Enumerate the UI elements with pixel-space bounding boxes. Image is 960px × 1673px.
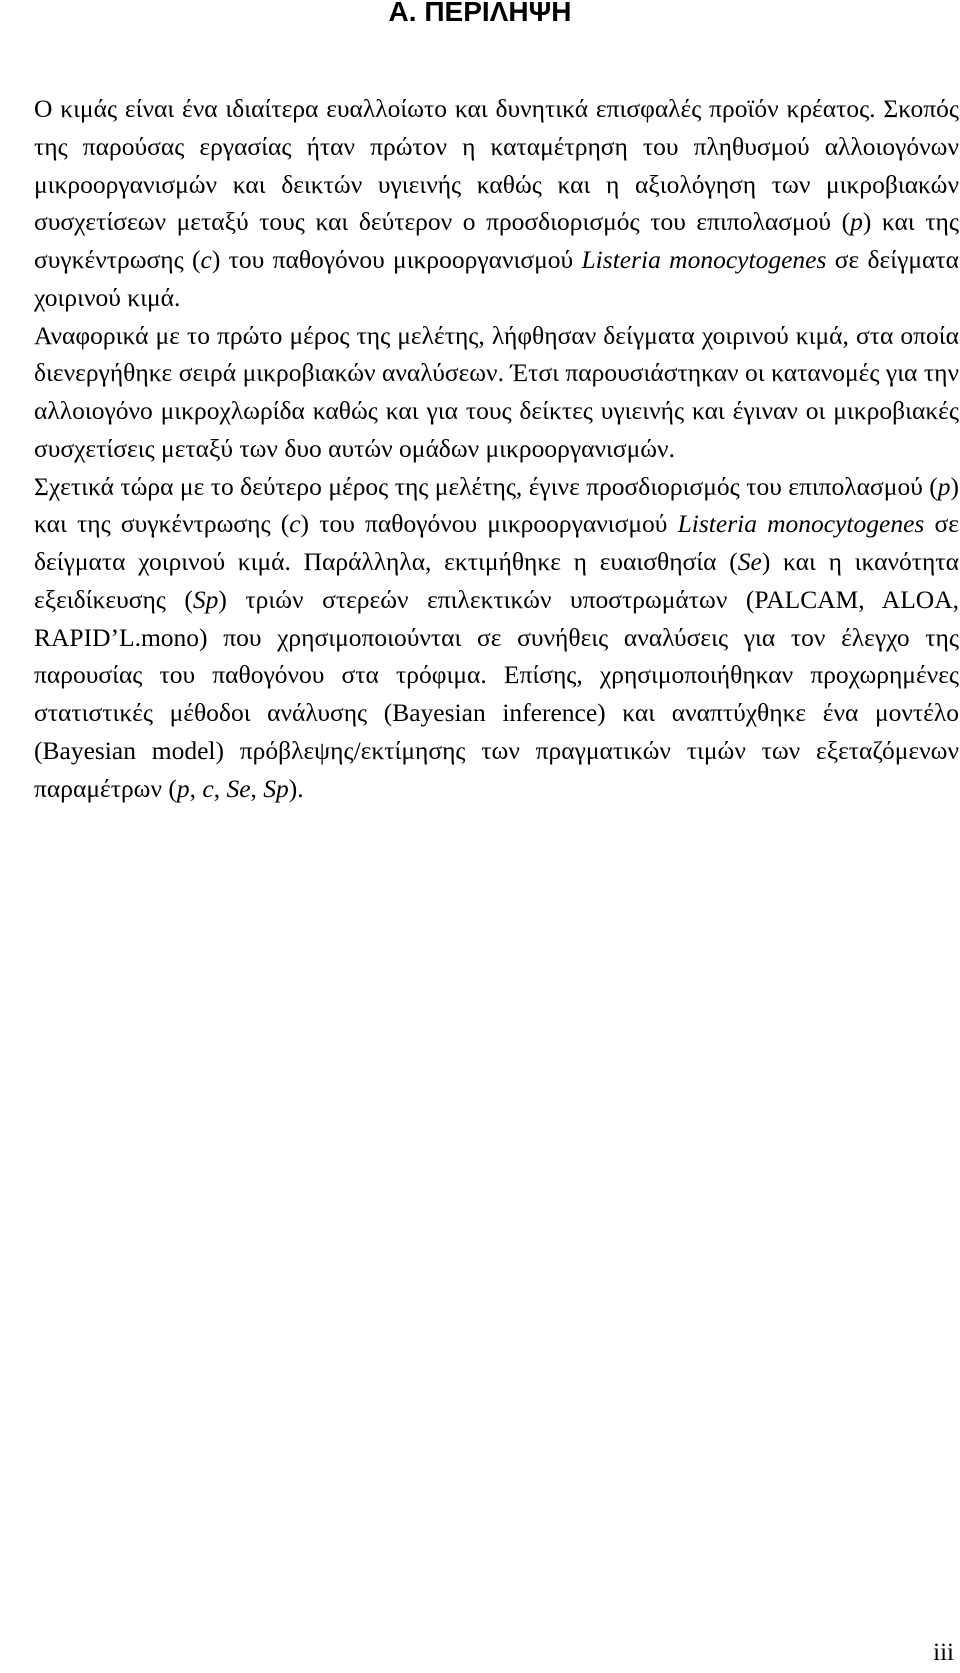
param-p: p	[176, 773, 190, 803]
text-run: Ο κιμάς είναι ένα ιδιαίτερα ευαλλοίωτο και δυνητικά επισφαλές προϊόν κρέατος. Σκοπός της παρούσας εργασίας ήταν πρώτον η καταμέτρηση του πληθυσμού αλλοιογόνων μικροοργανισμών και δεικτών υγιεινής καθώς και η αξιολόγηση των μικροβιακών συσχετίσεων μεταξύ τους και δεύτερον ο προσδιορισμός του επιπολασμού (	[34, 94, 959, 237]
species-name: Listeria monocytogenes	[581, 245, 827, 274]
param-c: c	[202, 773, 214, 803]
text-run: ,	[250, 773, 264, 803]
abstract-body	[34, 90, 959, 807]
text-run: ) και της συγκέντρωσης (	[34, 471, 959, 539]
symbol-prevalence: p	[850, 207, 863, 237]
page-title: Α. ΠΕΡΙΛΗΨΗ	[388, 0, 572, 27]
paragraph-intro	[34, 90, 959, 317]
text-run: σε δείγματα χοιρινού κιμά. Παράλληλα, εκτιμήθηκε η ευαισθησία (	[34, 509, 959, 576]
text-run: ) και της συγκέντρωσης (	[34, 207, 959, 274]
page-number: iii	[933, 1639, 954, 1666]
text-run: ,	[213, 773, 227, 803]
param-sp: Sp	[263, 773, 289, 803]
param-se: Se	[226, 773, 251, 803]
symbol-concentration: c	[200, 245, 212, 274]
paragraph-part-two	[34, 468, 959, 808]
text-run: σε δείγματα χοιρινού κιμά.	[34, 245, 959, 312]
symbol-prevalence: p	[937, 471, 951, 501]
text-run: ) του παθογόνου μικροοργανισμού	[211, 245, 582, 274]
text-run: Σχετικά τώρα με το δεύτερο μέρος της μελέτης, έγινε προσδιορισμός του επιπολασμού (	[34, 471, 938, 501]
text-run: ) του παθογόνου μικροοργανισμού	[300, 509, 678, 539]
text-run: ) και η ικανότητα εξειδίκευσης (	[34, 547, 959, 614]
text-run: ,	[189, 773, 203, 803]
text-run: ) τριών στερεών επιλεκτικών υποστρωμάτων (PALCAM, ALOA, RAPID’L.mono) που χρησιμοποιούνται σε συνήθεις αναλύσεις για τον έλεγχο της παρουσίας του παθογόνου στα τρόφιμα. Επίσης, χρησιμοποιήθηκαν προχωρημένες στατιστικές μέθοδοι ανάλυσης (Bayesian inference) και αναπτύχθηκε ένα μοντέλο (Bayesian model) πρόβλεψης/εκτίμησης των πραγματικών τιμών των εξεταζόμενων παραμέτρων (	[34, 584, 959, 803]
symbol-specificity: Sp	[192, 584, 219, 614]
species-name: Listeria monocytogenes	[677, 509, 925, 539]
text-run: ).	[288, 773, 304, 803]
symbol-concentration: c	[289, 509, 301, 539]
text-run: Αναφορικά με το πρώτο μέρος της μελέτης, λήφθησαν δείγματα χοιρινού κιμά, στα οποία διενεργήθηκε σειρά μικροβιακών αναλύσεων. Έτσι παρουσιάστηκαν οι κατανομές για την αλλοιογόνο μικροχλωρίδα καθώς και για τους δείκτες υγιεινής και έγιναν οι μικροβιακές συσχετίσεις μεταξύ των δυο αυτών ομάδων μικροοργανισμών.	[34, 320, 959, 463]
paragraph-part-one	[34, 317, 959, 468]
symbol-sensitivity: Se	[737, 547, 762, 576]
